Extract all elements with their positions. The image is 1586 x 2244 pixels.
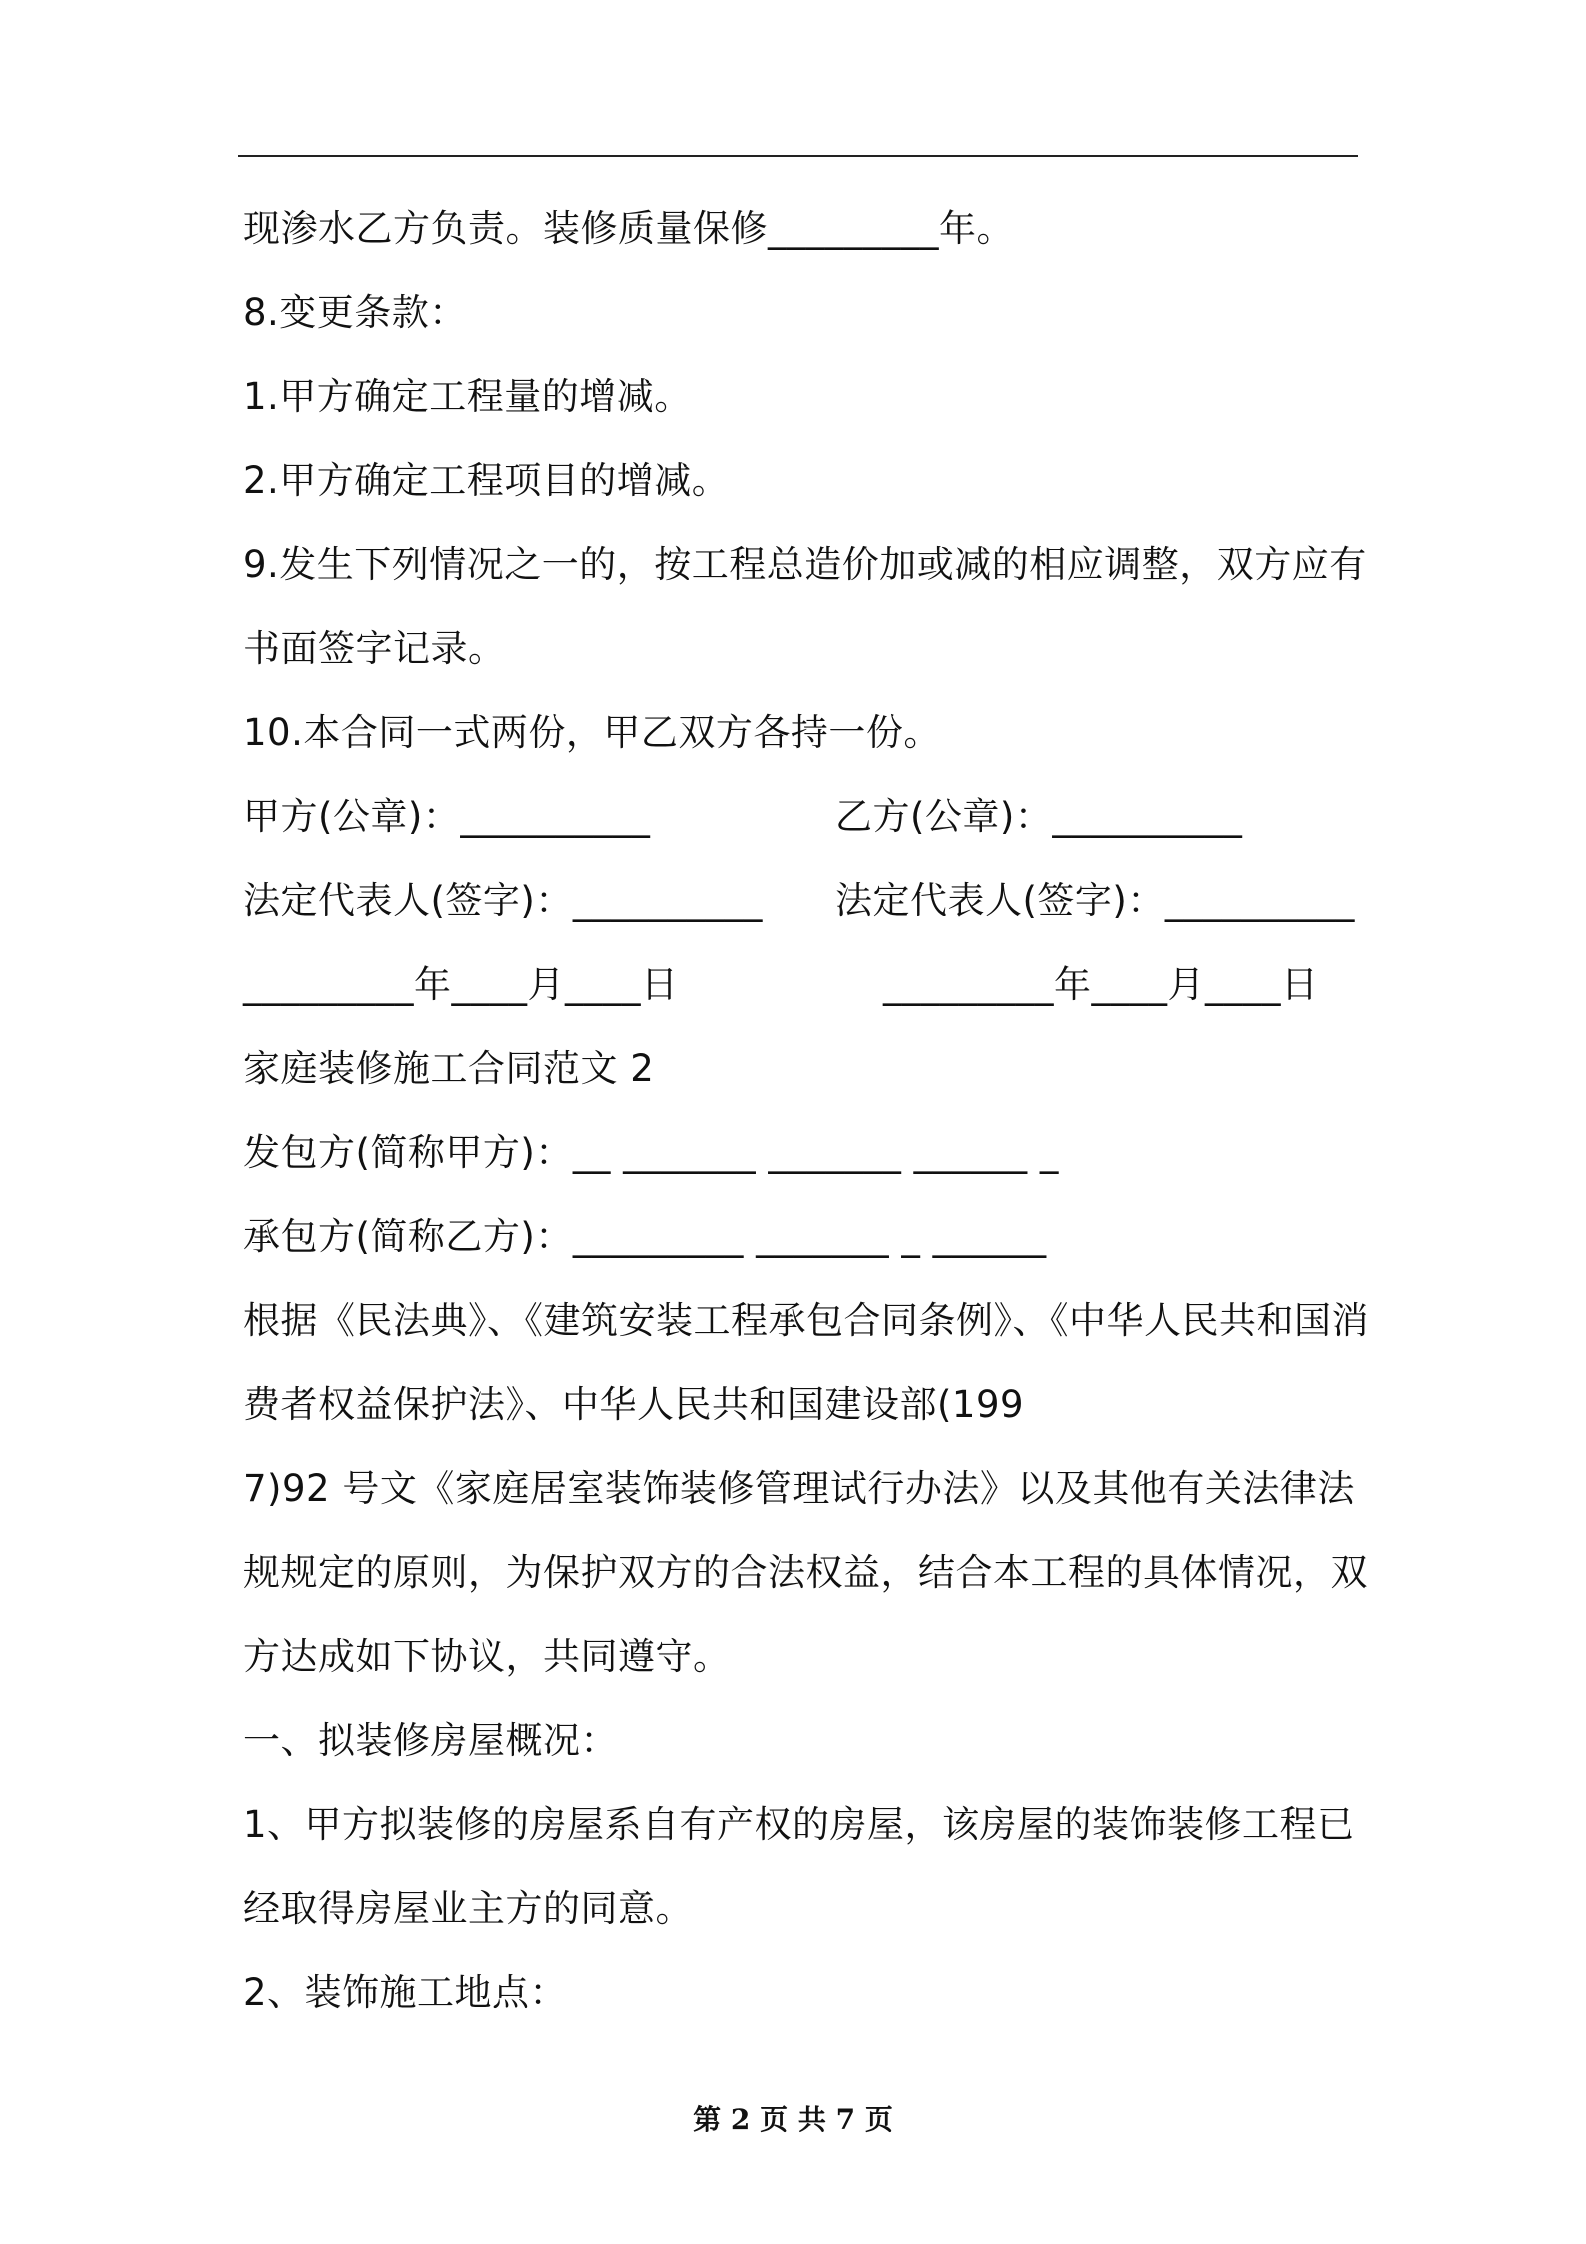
paragraph-line: 1.甲方确定工程量的增减。 [243, 375, 692, 418]
paragraph-line: 费者权益保护法》、中华人民共和国建设部(199 [243, 1383, 1025, 1426]
party-b-date-field: _________年____月____日 [883, 963, 1319, 1006]
paragraph-line: 2.甲方确定工程项目的增减。 [243, 459, 730, 502]
section-title: 家庭装修施工合同范文 2 [243, 1047, 655, 1090]
paragraph-line: 规规定的原则，为保护双方的合法权益，结合本工程的具体情况，双 [243, 1551, 1368, 1594]
document-body [243, 194, 1369, 2042]
paragraph-line: 10.本合同一式两份，甲乙双方各持一份。 [243, 711, 941, 754]
paragraph-line: 书面签字记录。 [243, 627, 506, 670]
paragraph-line: 1、甲方拟装修的房屋系自有产权的房屋，该房屋的装饰装修工程已 [243, 1803, 1355, 1846]
signature-row-seal [243, 782, 1363, 866]
paragraph-line: 2、装饰施工地点： [243, 1971, 568, 2014]
contractor-field: 承包方(简称乙方)：_________ _______ _ ______ [243, 1215, 1047, 1258]
signature-row-representative [243, 866, 1363, 950]
signature-row-date [243, 950, 1363, 1034]
paragraph-line: 经取得房屋业主方的同意。 [243, 1887, 693, 1930]
clause-heading: 8.变更条款： [243, 291, 467, 334]
party-a-representative-field: 法定代表人(签字)：__________ [243, 879, 763, 922]
employer-field: 发包方(简称甲方)：__ _______ _______ ______ _ [243, 1131, 1059, 1174]
paragraph-line: 现渗水乙方负责。装修质量保修_________年。 [243, 207, 1014, 250]
party-a-date-field: _________年____月____日 [243, 963, 679, 1006]
paragraph-line: 根据《民法典》、《建筑安装工程承包合同条例》、《中华人民共和国消 [243, 1299, 1369, 1342]
clause-heading: 一、拟装修房屋概况： [243, 1719, 618, 1762]
paragraph-line: 9.发生下列情况之一的，按工程总造价加或减的相应调整，双方应有 [243, 543, 1367, 586]
paragraph-line: 7)92 号文《家庭居室装饰装修管理试行办法》以及其他有关法律法 [243, 1467, 1355, 1510]
party-a-seal-field: 甲方(公章)：__________ [243, 795, 651, 838]
party-b-representative-field: 法定代表人(签字)：__________ [835, 879, 1355, 922]
paragraph-line: 方达成如下协议，共同遵守。 [243, 1635, 731, 1678]
party-b-seal-field: 乙方(公章)：__________ [835, 795, 1243, 838]
header-rule [238, 155, 1358, 157]
page-number-footer: 第 2 页 共 7 页 [693, 2103, 893, 2136]
